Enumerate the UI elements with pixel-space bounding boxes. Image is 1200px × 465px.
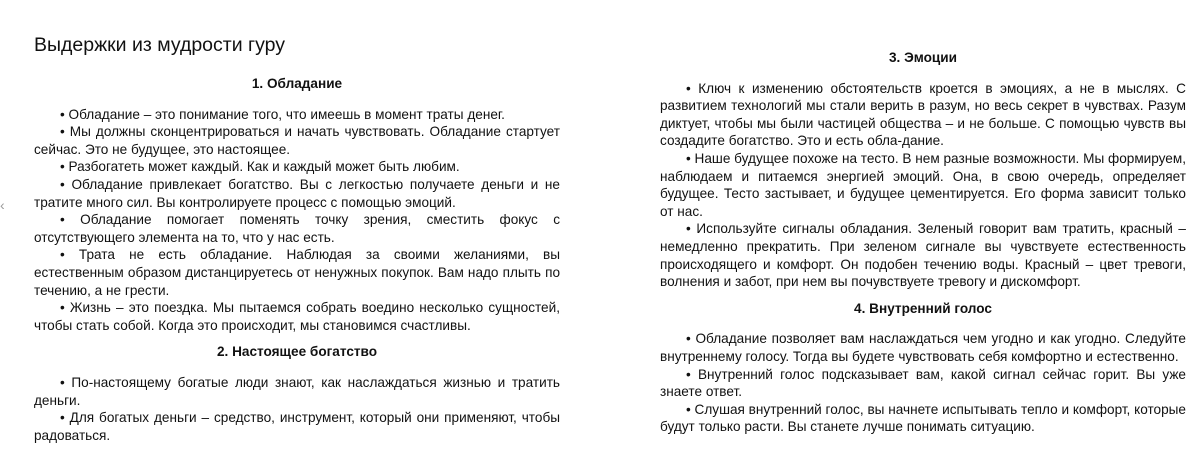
section-heading: 3. Эмоции [888,50,958,65]
bullet-item: • Разбогатеть может каждый. Как и каждый может быть любим. [60,159,460,175]
section-ownership [34,75,560,334]
bullet-item: • Жизнь – это поездка. Мы пытаемся собрать воедино несколько сущностей, чтобы стать собой. Когда это происходит, мы становимся счастливы. [34,300,560,333]
bullet-item: • Используйте сигналы обладания. Зеленый говорит вам тратить, красный – немедленно прекратить. При зеленом сигнале вы чувствуете естественность происходящего и комфорт. Он подобен течению воды. Красный – цвет тревоги, волнения и забот, при нем вы почувствуете тревогу и дискомфорт. [660,221,1186,290]
bullet-list [34,374,560,444]
page-title: Выдержки из мудрости гуру [34,34,286,56]
bullet-item: • Трата не есть обладание. Наблюдая за своими желаниями, вы естественным образом дистанцируетесь от ненужных покупок. Вам надо плыть по течению, а не грести. [34,247,560,298]
bullet-item: • Обладание – это понимание того, что имеешь в момент траты денег. [60,106,505,122]
section-true-wealth [34,343,560,444]
bullet-item: • Обладание привлекает богатство. Вы с легкостью получаете деньги и не тратите много сил. Вы контролируете процесс с помощью эмоций. [34,176,560,210]
bullet-item: • Для богатых деньги – средство, инструмент, который они применяют, чтобы радоваться. [34,410,560,443]
bullet-list [660,80,1186,291]
section-inner-voice [660,300,1186,436]
section-heading: 1. Обладание [251,76,343,91]
edge-arrow-icon[interactable]: ‹ [0,197,5,213]
bullet-item: • Мы должны сконцентрироваться и начать чувствовать. Обладание стартует сейчас. Это не будущее, это настоящее. [34,124,560,157]
bullet-list [34,106,560,335]
bullet-item: • Обладание помогает поменять точку зрения, сместить фокус с отсутствующего элемента на то, что у нас есть. [34,212,560,245]
section-heading: 2. Настоящее богатство [216,344,378,360]
right-column [660,49,1186,436]
bullet-item: • По-настоящему богатые люди знают, как наслаждаться жизнью и тратить деньги. [34,374,560,408]
bullet-list [660,330,1186,436]
section-emotions [660,49,1186,291]
bullet-item: • Слушая внутренний голос, вы начнете испытывать тепло и комфорт, которые будут только расти. Вы станете лучше понимать ситуацию. [660,401,1186,435]
bullet-item: • Ключ к изменению обстоятельств кроется в эмоциях, а не в мыслях. С развитием технологий мы стали верить в разум, но весь секрет в чувствах. Разум диктует, чтобы мы были частицей общества – и не больше. С помощью чувств вы создадите богатство. Это и есть обла-дание. [660,80,1186,149]
bullet-item: • Внутренний голос подсказывает вам, какой сигнал сейчас горит. Вы уже знаете ответ. [660,366,1186,400]
bullet-item: • Обладание позволяет вам наслаждаться чем угодно и как угодно. Следуйте внутреннему голосу. Тогда вы будете чувствовать себя комфортно и естественно. [660,331,1186,364]
section-heading: 4. Внутренний голос [854,300,992,316]
left-column [34,75,560,444]
bullet-item: • Наше будущее похоже на тесто. В нем разные возможности. Мы формируем, наблюдаем и питаемся энергией эмоций. Она, в свою очередь, определяет будущее. Тесто застывает, и будущее цементируется. Его форма зависит только от нас. [660,150,1186,219]
